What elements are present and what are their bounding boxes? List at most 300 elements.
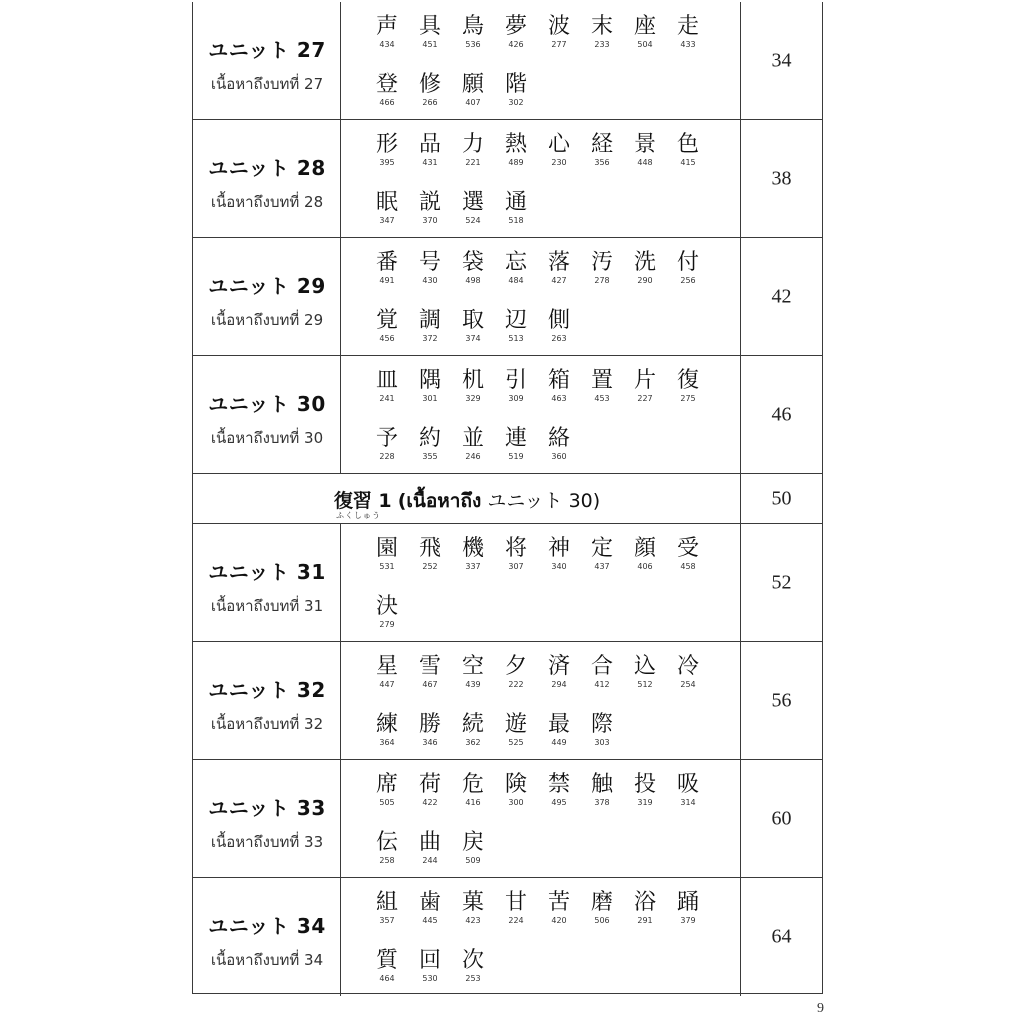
kanji-item [496, 308, 536, 343]
kanji-index-number: 360 [551, 452, 567, 461]
kanji-item [539, 132, 579, 167]
kanji-character: 願 [461, 72, 484, 97]
kanji-line [367, 712, 737, 758]
kanji-item [625, 14, 665, 49]
kanji-index-number: 505 [379, 798, 395, 807]
kanji-index-number: 290 [637, 276, 653, 285]
toc-table [192, 2, 823, 994]
kanji-character: 荷 [418, 772, 441, 797]
kanji-item [625, 772, 665, 807]
unit-cell [193, 2, 341, 119]
page-reference: 50 [771, 487, 792, 509]
kanji-character: 汚 [590, 250, 613, 275]
kanji-character: 禁 [547, 772, 570, 797]
kanji-character: 選 [461, 190, 484, 215]
kanji-character: 力 [461, 132, 484, 157]
kanji-character: 定 [590, 536, 613, 561]
kanji-item [410, 712, 450, 747]
kanji-character: 箱 [547, 368, 570, 393]
kanji-item [367, 426, 407, 461]
kanji-item [496, 368, 536, 403]
kanji-character: 色 [676, 132, 699, 157]
kanji-item [453, 712, 493, 747]
kanji-index-number: 530 [422, 974, 438, 983]
kanji-index-number: 364 [379, 738, 395, 747]
page-reference: 38 [771, 167, 792, 189]
kanji-item [367, 536, 407, 571]
kanji-character: 続 [461, 712, 484, 737]
review-note-open: (เนื้อหาถึง [397, 490, 482, 512]
kanji-item [668, 890, 708, 925]
kanji-index-number: 437 [594, 562, 610, 571]
page-number-cell [741, 356, 822, 473]
kanji-index-number: 263 [551, 334, 567, 343]
kanji-item [453, 830, 493, 865]
kanji-character: 走 [676, 14, 699, 39]
page-number-cell [741, 524, 822, 641]
kanji-index-number: 254 [680, 680, 696, 689]
kanji-index-number: 337 [465, 562, 481, 571]
kanji-item [367, 772, 407, 807]
kanji-index-number: 221 [465, 158, 481, 167]
kanji-character: 波 [547, 14, 570, 39]
kanji-index-number: 309 [508, 394, 524, 403]
kanji-character: 付 [676, 250, 699, 275]
kanji-item [453, 132, 493, 167]
kanji-index-number: 362 [465, 738, 481, 747]
kanji-index-number: 228 [379, 452, 395, 461]
kanji-item [453, 948, 493, 983]
kanji-character: 登 [375, 72, 398, 97]
kanji-index-number: 491 [379, 276, 395, 285]
unit-subtitle: เนื้อหาถึงบทที่ 34 [210, 951, 324, 969]
review-furigana: ふくしゅう [336, 511, 381, 520]
kanji-item [367, 250, 407, 285]
kanji-item [668, 654, 708, 689]
kanji-index-number: 519 [508, 452, 524, 461]
kanji-character: 調 [418, 308, 441, 333]
kanji-character: 触 [590, 772, 613, 797]
kanji-index-number: 355 [422, 452, 438, 461]
kanji-character: 眠 [375, 190, 398, 215]
kanji-index-number: 536 [465, 40, 481, 49]
kanji-character: 神 [547, 536, 570, 561]
kanji-item [539, 14, 579, 49]
page-reference: 60 [771, 807, 792, 829]
unit-subtitle: เนื้อหาถึงบทที่ 33 [210, 833, 324, 851]
kanji-item [453, 250, 493, 285]
unit-cell [193, 642, 341, 759]
kanji-item [625, 890, 665, 925]
unit-cell [193, 524, 341, 641]
kanji-index-number: 233 [594, 40, 610, 49]
kanji-character: 機 [461, 536, 484, 561]
kanji-item [367, 72, 407, 107]
kanji-item [453, 890, 493, 925]
kanji-index-number: 291 [637, 916, 653, 925]
kanji-character: 声 [375, 14, 398, 39]
kanji-item [668, 368, 708, 403]
unit-title: ユニット 30 [208, 392, 326, 416]
kanji-index-number: 513 [508, 334, 524, 343]
kanji-item [453, 368, 493, 403]
kanji-index-number: 427 [551, 276, 567, 285]
kanji-item [367, 190, 407, 225]
kanji-index-number: 301 [422, 394, 438, 403]
kanji-character: 夕 [504, 654, 527, 679]
kanji-item [410, 948, 450, 983]
kanji-character: 歯 [418, 890, 441, 915]
kanji-character: 景 [633, 132, 656, 157]
kanji-character: 吸 [676, 772, 699, 797]
kanji-character: 置 [590, 368, 613, 393]
unit-cell [193, 760, 341, 877]
kanji-character: 末 [590, 14, 613, 39]
unit-row [193, 524, 822, 642]
kanji-index-number: 370 [422, 216, 438, 225]
kanji-character: 具 [418, 14, 441, 39]
kanji-character: 踊 [676, 890, 699, 915]
kanji-character: 号 [418, 250, 441, 275]
kanji-item [668, 772, 708, 807]
kanji-character: 勝 [418, 712, 441, 737]
kanji-index-number: 524 [465, 216, 481, 225]
unit-title: ユニット 34 [208, 914, 326, 938]
unit-cell [193, 120, 341, 237]
kanji-index-number: 227 [637, 394, 653, 403]
kanji-index-number: 512 [637, 680, 653, 689]
kanji-index-number: 406 [637, 562, 653, 571]
unit-row [193, 2, 822, 120]
kanji-index-number: 356 [594, 158, 610, 167]
kanji-item [367, 712, 407, 747]
unit-subtitle: เนื้อหาถึงบทที่ 32 [210, 715, 324, 733]
kanji-item [539, 712, 579, 747]
kanji-index-number: 407 [465, 98, 481, 107]
kanji-item [625, 654, 665, 689]
kanji-item [410, 190, 450, 225]
kanji-index-number: 314 [680, 798, 696, 807]
kanji-character: 席 [375, 772, 398, 797]
kanji-character: 心 [547, 132, 570, 157]
kanji-index-number: 416 [465, 798, 481, 807]
kanji-character: 甘 [504, 890, 527, 915]
kanji-character: 質 [375, 948, 398, 973]
kanji-character: 戻 [461, 830, 484, 855]
kanji-index-number: 303 [594, 738, 610, 747]
kanji-index-number: 374 [465, 334, 481, 343]
kanji-character: 机 [461, 368, 484, 393]
unit-title: ユニット 28 [208, 156, 326, 180]
kanji-item [496, 14, 536, 49]
kanji-index-number: 525 [508, 738, 524, 747]
review-heading [193, 486, 741, 516]
page-reference: 52 [771, 571, 792, 593]
kanji-index-number: 279 [379, 620, 395, 629]
unit-cell [193, 356, 341, 473]
kanji-index-number: 467 [422, 680, 438, 689]
kanji-line [367, 72, 737, 118]
kanji-line [367, 132, 737, 178]
kanji-item [410, 426, 450, 461]
kanji-index-number: 300 [508, 798, 524, 807]
kanji-character: 引 [504, 368, 527, 393]
unit-row [193, 238, 822, 356]
kanji-line [367, 250, 737, 296]
kanji-character: 通 [504, 190, 527, 215]
kanji-cell [341, 120, 741, 237]
kanji-character: 落 [547, 250, 570, 275]
kanji-item [410, 536, 450, 571]
kanji-item [582, 250, 622, 285]
kanji-item [410, 654, 450, 689]
kanji-item [453, 14, 493, 49]
page-number-cell [741, 760, 822, 877]
kanji-index-number: 433 [680, 40, 696, 49]
kanji-character: 雪 [418, 654, 441, 679]
kanji-index-number: 504 [637, 40, 653, 49]
review-note-unit: ユニット 30) [487, 490, 601, 512]
kanji-index-number: 224 [508, 916, 524, 925]
kanji-item [410, 132, 450, 167]
kanji-index-number: 451 [422, 40, 438, 49]
kanji-character: 取 [461, 308, 484, 333]
kanji-index-number: 275 [680, 394, 696, 403]
kanji-item [625, 132, 665, 167]
kanji-character: 説 [418, 190, 441, 215]
unit-subtitle: เนื้อหาถึงบทที่ 28 [210, 193, 324, 211]
kanji-item [496, 190, 536, 225]
kanji-item [668, 250, 708, 285]
kanji-index-number: 347 [379, 216, 395, 225]
kanji-cell [341, 760, 741, 877]
kanji-index-number: 422 [422, 798, 438, 807]
unit-row [193, 120, 822, 238]
kanji-index-number: 448 [637, 158, 653, 167]
unit-subtitle: เนื้อหาถึงบทที่ 31 [210, 597, 324, 615]
unit-title: ユニット 31 [208, 560, 326, 584]
kanji-item [582, 132, 622, 167]
kanji-item [367, 594, 407, 629]
kanji-character: 合 [590, 654, 613, 679]
kanji-character: 夢 [504, 14, 527, 39]
unit-cell [193, 878, 341, 996]
kanji-cell [341, 642, 741, 759]
kanji-item [496, 712, 536, 747]
kanji-line [367, 654, 737, 700]
kanji-character: 片 [633, 368, 656, 393]
kanji-character: 伝 [375, 830, 398, 855]
kanji-item [582, 536, 622, 571]
kanji-character: 飛 [418, 536, 441, 561]
kanji-item [582, 368, 622, 403]
kanji-index-number: 379 [680, 916, 696, 925]
kanji-item [496, 772, 536, 807]
kanji-item [453, 426, 493, 461]
kanji-item [539, 536, 579, 571]
kanji-item [539, 890, 579, 925]
kanji-index-number: 277 [551, 40, 567, 49]
kanji-index-number: 447 [379, 680, 395, 689]
kanji-character: 最 [547, 712, 570, 737]
unit-cell [193, 238, 341, 355]
kanji-index-number: 498 [465, 276, 481, 285]
kanji-index-number: 222 [508, 680, 524, 689]
kanji-character: 練 [375, 712, 398, 737]
kanji-index-number: 431 [422, 158, 438, 167]
kanji-character: 袋 [461, 250, 484, 275]
kanji-item [496, 536, 536, 571]
kanji-character: 危 [461, 772, 484, 797]
kanji-item [625, 368, 665, 403]
kanji-character: 苦 [547, 890, 570, 915]
kanji-item [367, 830, 407, 865]
page-number-cell [741, 474, 822, 523]
kanji-character: 経 [590, 132, 613, 157]
kanji-character: 番 [375, 250, 398, 275]
kanji-index-number: 319 [637, 798, 653, 807]
kanji-item [539, 772, 579, 807]
kanji-character: 遊 [504, 712, 527, 737]
kanji-item [367, 368, 407, 403]
kanji-index-number: 458 [680, 562, 696, 571]
kanji-index-number: 346 [422, 738, 438, 747]
kanji-item [582, 654, 622, 689]
page-reference: 42 [771, 285, 792, 307]
kanji-item [367, 308, 407, 343]
kanji-character: 投 [633, 772, 656, 797]
kanji-character: 熱 [504, 132, 527, 157]
kanji-character: 回 [418, 948, 441, 973]
kanji-index-number: 420 [551, 916, 567, 925]
kanji-index-number: 463 [551, 394, 567, 403]
kanji-index-number: 278 [594, 276, 610, 285]
kanji-index-number: 453 [594, 394, 610, 403]
kanji-index-number: 266 [422, 98, 438, 107]
kanji-index-number: 378 [594, 798, 610, 807]
kanji-item [582, 772, 622, 807]
kanji-index-number: 253 [465, 974, 481, 983]
kanji-line [367, 948, 737, 994]
page-number: 9 [817, 1001, 824, 1016]
kanji-item [410, 72, 450, 107]
kanji-character: 洗 [633, 250, 656, 275]
kanji-character: 階 [504, 72, 527, 97]
kanji-index-number: 412 [594, 680, 610, 689]
kanji-index-number: 426 [508, 40, 524, 49]
unit-title: ユニット 27 [208, 38, 326, 62]
unit-subtitle: เนื้อหาถึงบทที่ 29 [210, 311, 324, 329]
unit-row [193, 356, 822, 474]
kanji-character: 形 [375, 132, 398, 157]
page-number-cell [741, 878, 822, 996]
kanji-index-number: 340 [551, 562, 567, 571]
kanji-index-number: 456 [379, 334, 395, 343]
kanji-character: 済 [547, 654, 570, 679]
kanji-character: 菓 [461, 890, 484, 915]
page-reference: 34 [771, 49, 792, 71]
kanji-cell [341, 524, 741, 641]
kanji-character: 絡 [547, 426, 570, 451]
kanji-index-number: 449 [551, 738, 567, 747]
kanji-character: 際 [590, 712, 613, 737]
kanji-index-number: 484 [508, 276, 524, 285]
page-reference: 46 [771, 403, 792, 425]
kanji-index-number: 241 [379, 394, 395, 403]
kanji-item [410, 830, 450, 865]
kanji-character: 座 [633, 14, 656, 39]
kanji-character: 覚 [375, 308, 398, 333]
kanji-character: 予 [375, 426, 398, 451]
unit-title: ユニット 29 [208, 274, 326, 298]
kanji-line [367, 308, 737, 354]
kanji-index-number: 307 [508, 562, 524, 571]
kanji-character: 修 [418, 72, 441, 97]
kanji-line [367, 890, 737, 936]
kanji-line [367, 830, 737, 876]
kanji-item [410, 308, 450, 343]
kanji-item [625, 536, 665, 571]
kanji-line [367, 426, 737, 472]
kanji-item [410, 890, 450, 925]
kanji-item [367, 654, 407, 689]
kanji-item [668, 132, 708, 167]
kanji-item [539, 308, 579, 343]
kanji-item [496, 72, 536, 107]
kanji-index-number: 466 [379, 98, 395, 107]
kanji-item [367, 948, 407, 983]
kanji-line [367, 190, 737, 236]
kanji-index-number: 230 [551, 158, 567, 167]
kanji-index-number: 509 [465, 856, 481, 865]
kanji-character: 将 [504, 536, 527, 561]
unit-subtitle: เนื้อหาถึงบทที่ 27 [210, 75, 324, 93]
kanji-index-number: 423 [465, 916, 481, 925]
kanji-index-number: 434 [379, 40, 395, 49]
kanji-item [496, 890, 536, 925]
unit-row [193, 760, 822, 878]
kanji-item [539, 426, 579, 461]
kanji-item [496, 654, 536, 689]
kanji-character: 空 [461, 654, 484, 679]
kanji-item [410, 772, 450, 807]
review-title-cell [193, 474, 741, 523]
kanji-item [625, 250, 665, 285]
kanji-item [453, 72, 493, 107]
kanji-item [367, 132, 407, 167]
page-number-cell [741, 2, 822, 119]
kanji-item [453, 654, 493, 689]
kanji-line [367, 368, 737, 414]
kanji-item [453, 536, 493, 571]
kanji-character: 冷 [676, 654, 699, 679]
kanji-character: 組 [375, 890, 398, 915]
kanji-character: 品 [418, 132, 441, 157]
kanji-index-number: 518 [508, 216, 524, 225]
kanji-item [582, 14, 622, 49]
kanji-character: 鳥 [461, 14, 484, 39]
kanji-character: 次 [461, 948, 484, 973]
unit-subtitle: เนื้อหาถึงบทที่ 30 [210, 429, 324, 447]
kanji-index-number: 372 [422, 334, 438, 343]
kanji-character: 受 [676, 536, 699, 561]
kanji-item [668, 14, 708, 49]
kanji-cell [341, 238, 741, 355]
kanji-item [367, 14, 407, 49]
kanji-character: 辺 [504, 308, 527, 333]
kanji-index-number: 495 [551, 798, 567, 807]
kanji-item [410, 368, 450, 403]
